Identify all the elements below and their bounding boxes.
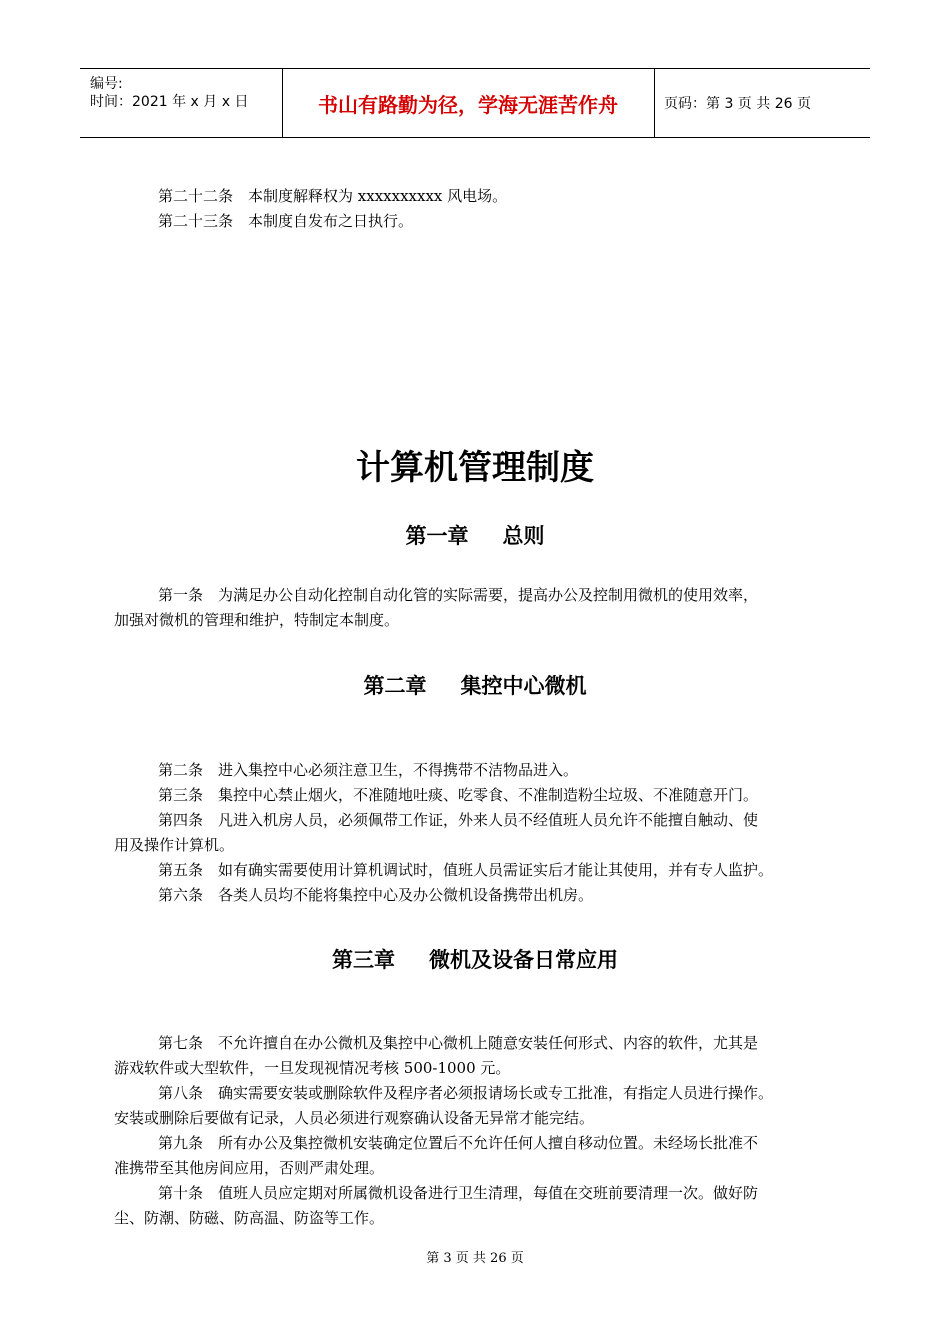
article-22: 第二十二条 本制度解释权为 xxxxxxxxxx 风电场。: [158, 187, 508, 205]
article-7-line-1: 第七条 不允许擅自在办公微机及集控中心微机上随意安装任何形式、内容的软件，尤其是: [158, 1034, 759, 1052]
page-info-text: 页码：第 3 页 共 26 页: [664, 96, 811, 112]
article-10-line-2: 尘、防潮、防磁、防高温、防盗等工作。: [114, 1209, 385, 1227]
motto-text: 书山有路勤为径，学海无涯苦作舟: [318, 92, 618, 117]
article-23: 第二十三条 本制度自发布之日执行。: [158, 212, 414, 230]
header-motto: [282, 69, 655, 137]
doc-number-label: 编号:: [90, 76, 123, 92]
page-footer: 第 3 页 共 26 页: [426, 1251, 524, 1266]
article-9-line-1: 第九条 所有办公及集控微机安装确定位置后不允许任何人擅自移动位置。未经场长批准不: [158, 1134, 759, 1152]
chapter-name: 集控中心微机: [460, 674, 587, 698]
doc-date: 时间：2021 年 x 月 x 日: [90, 94, 249, 110]
chapter-3-heading: [0, 944, 950, 974]
article-9-line-2: 准携带至其他房间应用，否则严肃处理。: [114, 1159, 385, 1177]
article-1-line-2: 加强对微机的管理和维护，特制定本制度。: [114, 611, 400, 629]
article-8-line-2: 安装或删除后要做有记录，人员必须进行观察确认设备无异常才能完结。: [114, 1109, 595, 1127]
chapter-name: 微机及设备日常应用: [429, 948, 618, 972]
header-meta: [80, 69, 283, 137]
chapter-number: 第一章: [405, 524, 469, 548]
article-1-line-1: 第一条 为满足办公自动化控制自动化管的实际需要，提高办公及控制用微机的使用效率，: [158, 586, 759, 604]
article-4-line-2: 用及操作计算机。: [114, 836, 235, 854]
chapter-number: 第三章: [332, 948, 395, 972]
chapter-2-heading: [0, 670, 950, 700]
article-8-line-1: 第八条 确实需要安装或删除软件及程序者必须报请场长或专工批准，有指定人员进行操作。: [158, 1084, 774, 1102]
article-2: 第二条 进入集控中心必须注意卫生，不得携带不洁物品进入。: [158, 761, 579, 779]
article-7-line-2: 游戏软件或大型软件，一旦发现视情况考核 500-1000 元。: [114, 1059, 511, 1077]
chapter-1-heading: [0, 520, 950, 550]
document-title: 计算机管理制度: [356, 448, 594, 488]
chapter-number: 第二章: [363, 674, 427, 698]
page-header: [80, 68, 870, 138]
header-page-info: [654, 69, 870, 137]
article-3: 第三条 集控中心禁止烟火，不准随地吐痰、吃零食、不准制造粉尘垃圾、不准随意开门。: [158, 786, 759, 804]
article-5: 第五条 如有确实需要使用计算机调试时，值班人员需证实后才能让其使用，并有专人监护。: [158, 861, 774, 879]
article-6: 第六条 各类人员均不能将集控中心及办公微机设备携带出机房。: [158, 886, 594, 904]
article-10-line-1: 第十条 值班人员应定期对所属微机设备进行卫生清理，每值在交班前要清理一次。做好防: [158, 1184, 759, 1202]
chapter-name: 总则: [502, 524, 545, 548]
article-4-line-1: 第四条 凡进入机房人员，必须佩带工作证，外来人员不经值班人员允许不能擅自触动、使: [158, 811, 759, 829]
